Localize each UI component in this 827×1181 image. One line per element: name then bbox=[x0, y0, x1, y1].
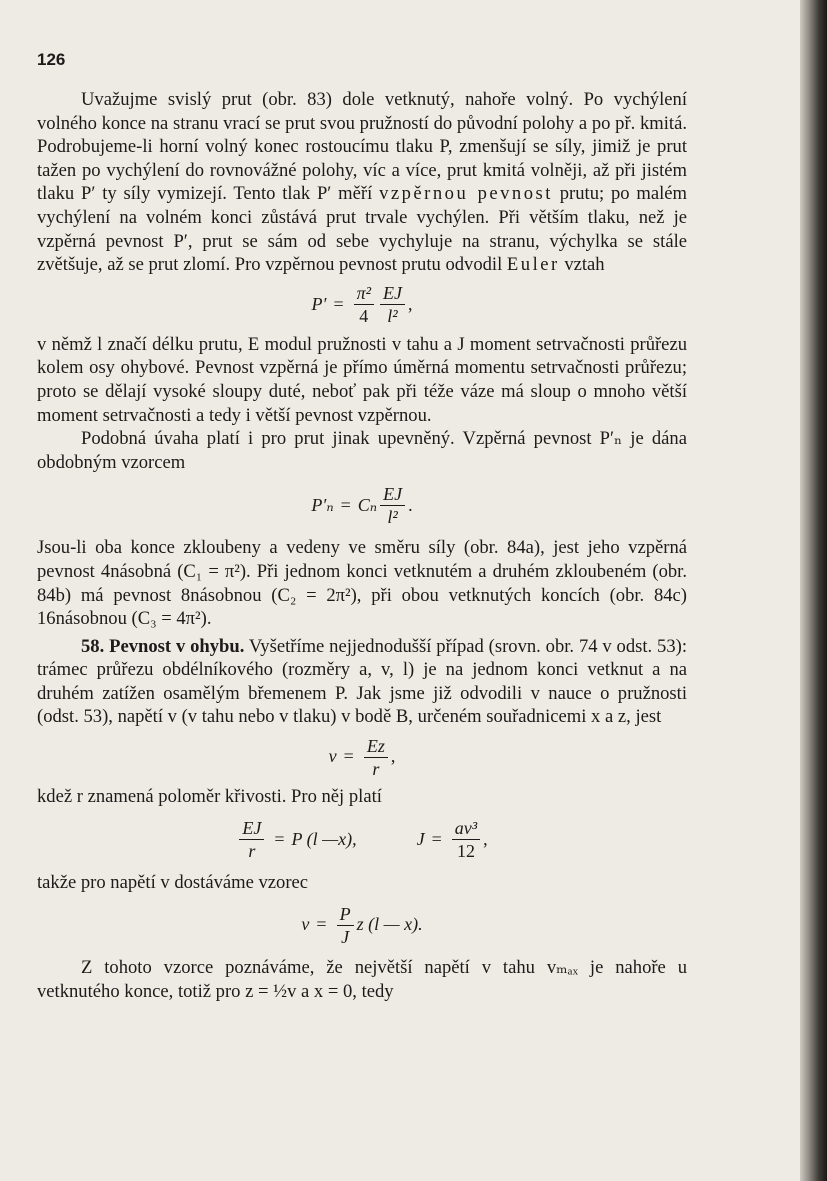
equation-curvature: $\frac{EJ}{r}$ = P (l —x), J = $\frac{\text{av³}}{12}$ , bbox=[37, 809, 687, 871]
equation-general: P′ₙ = Cₙ $\frac{EJ}{\text{l²}}$ . bbox=[311, 483, 413, 527]
paragraph-cases: Jsou-li oba konce zkloubeny a vedeny ve směru síly (obr. 84a), jest jeho vzpěrná pevnost 4násobná (C₁ = π²). Při jednom konci vetknutém a druhém zkloubeném (obr. 84b) má pevnost 8násobnou (C₂ = 2π²), při obou vetknutých koncích (obr. 84c) 16násobnou (C₃ = 4π²). bbox=[37, 537, 687, 630]
equation-bending-stress: v = $\frac{P}{J}$ z (l — x). bbox=[301, 903, 423, 947]
equation-euler: P′ = $\frac{\text{π²}}{4}$ $\frac{EJ}{\text{l²}}$ , bbox=[311, 283, 413, 327]
page-body bbox=[37, 88, 687, 1003]
equation-stress: v = $\frac{Ez}{r}$ , bbox=[328, 735, 396, 779]
paragraph-text: Vyšetříme nejjednodušší případ (srovn. obr. 74 v odst. 53): trámec průřezu obdélníkového (rozměry a, v, l) je na jednom konci vetknut a na druhém zatížen osamělým břemenem P. Jak jsme již odvodili v nauce o pružnosti (odst. 53), napětí v (v tahu nebo v tlaku) v bodě B, určeném souřadnicemi x a z, jest bbox=[37, 635, 688, 728]
section-58 bbox=[37, 635, 687, 729]
paragraph-text: Uvažujme svislý prut (obr. 83) dole vetknutý, nahoře volný. Po vychýlení volného konce na stranu vrací se prut svou pružností do původní polohy a po př. kmitá. Podrobujeme-li horní volný konec rostoucímu tlaku P, zmenšují se síly, jimiž je prut tažen po vychýlení do rovnovážné polohy, víc a více, prut kmitá volněji, až při jistém tlaku P′ ty síly vymizejí. Tento tlak P′ měří bbox=[37, 89, 687, 205]
paragraph-text: vztah bbox=[564, 254, 605, 276]
paragraph-similar: Podobná úvaha platí i pro prut jinak upevněný. Vzpěrná pevnost P′ₙ je dána obdobným vzorcem bbox=[37, 428, 687, 473]
paragraph-curvature: kdež r znamená poloměr křivosti. Pro něj platí bbox=[37, 786, 382, 808]
page-number: 126 bbox=[37, 50, 66, 69]
paragraph-buckling bbox=[37, 88, 687, 277]
section-number: 58. bbox=[81, 635, 105, 657]
paragraph-text: prutu; po malém vychýlení na volném konci zůstává prut trvale vychýlen. Při větším tlaku, než je vzpěrná pevnost P′, prut se sám od sebe vychyluje na stranu, výchylka se stále zvětšuje, až se prut zlomí. Pro vzpěrnou pevnost prutu odvodil bbox=[37, 183, 687, 276]
paragraph-explanation: v němž l značí délku prutu, E modul pružnosti v tahu a J moment setrvačnosti průřezu kolem osy ohybové. Pevnost vzpěrná je přímo úměrná momentu setrvačnosti průřezu; proto se dělají vysoké sloupy duté, neboť pak při téže váze má sloup o mnoho větší moment setrvačnosti a tedy i větší pevnost vzpěrnou. bbox=[37, 333, 687, 426]
section-title: Pevnost v ohybu. bbox=[109, 635, 245, 657]
paragraph-conclusion: Z tohoto vzorce poznáváme, že největší napětí v tahu vₘₐₓ je nahoře u vetknutého konce, totiž pro z = ½v a x = 0, tedy bbox=[37, 957, 687, 1002]
paragraph-formula-intro: takže pro napětí v dostáváme vzorec bbox=[37, 871, 309, 893]
page-edge-shadow bbox=[800, 0, 827, 1181]
term-buckling-strength: vzpěrnou pevnost bbox=[379, 183, 553, 205]
author-name: Euler bbox=[506, 254, 560, 276]
